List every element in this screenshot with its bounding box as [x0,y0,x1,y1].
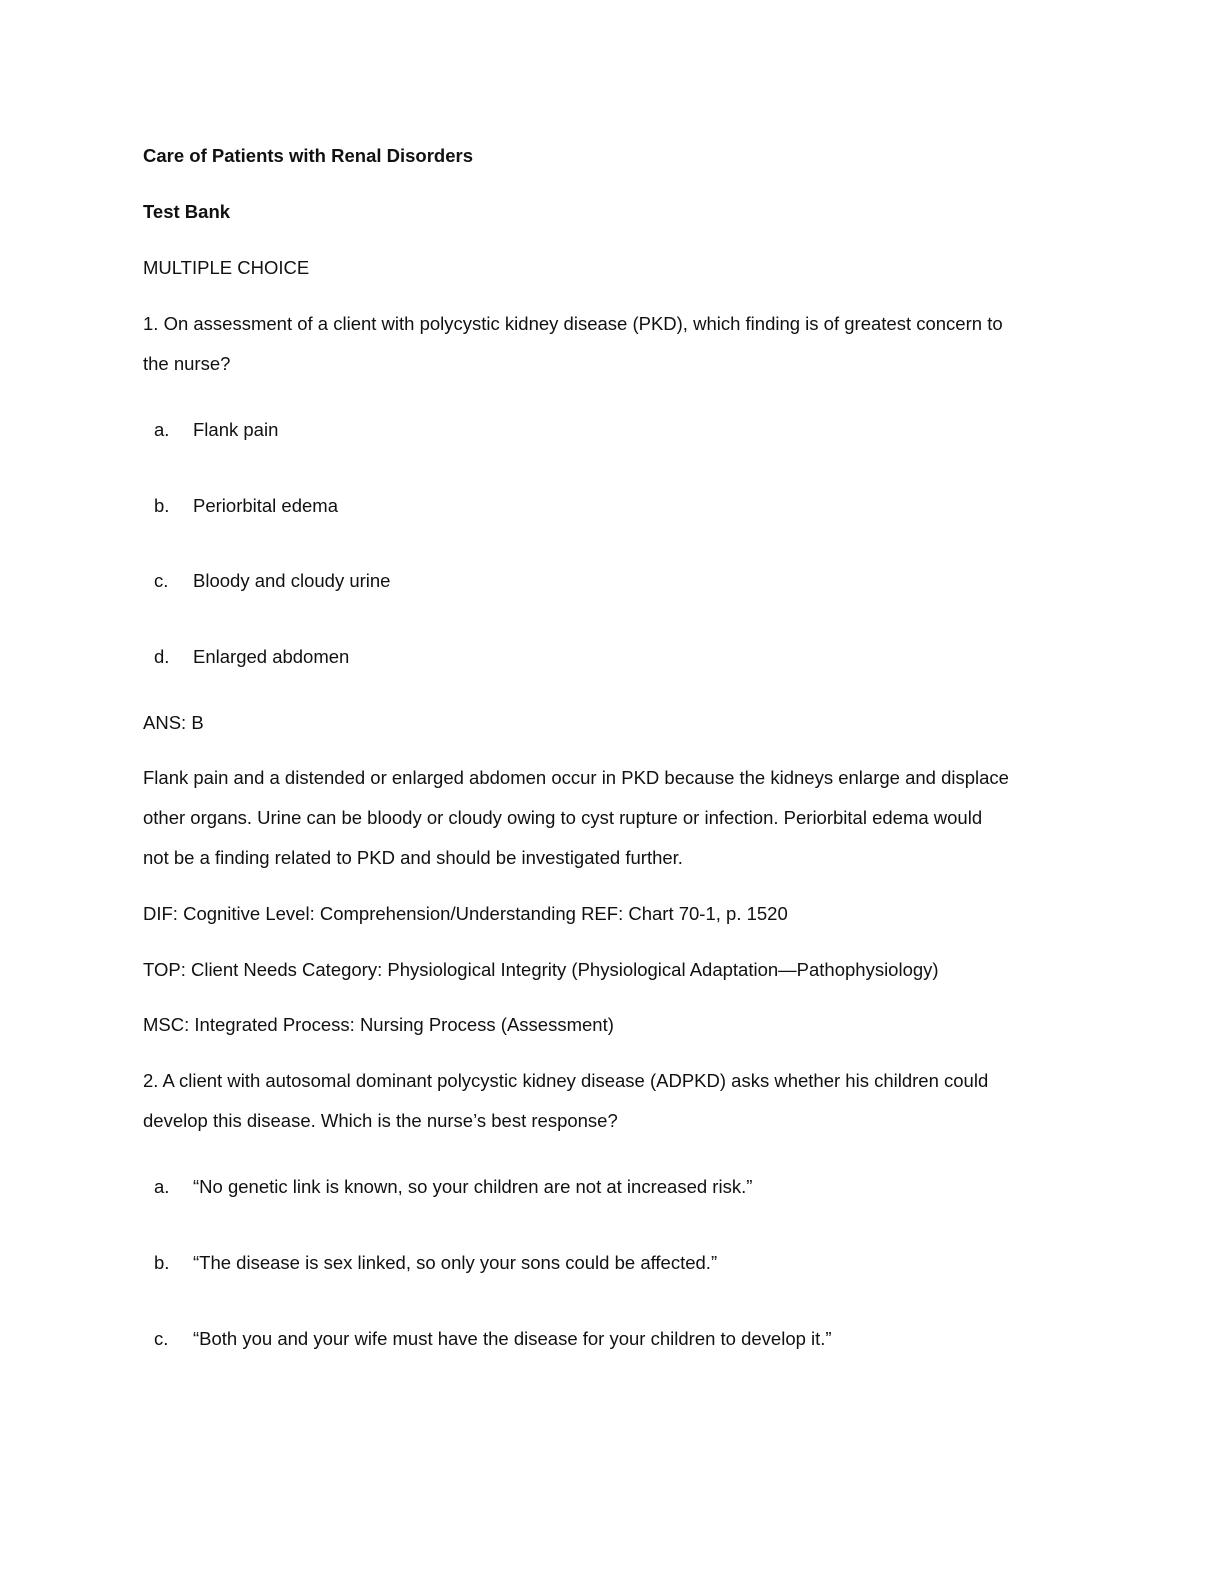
q2-option-c-text: “Both you and your wife must have the disease for your children to develop it.” [193,1328,832,1349]
q1-option-a-letter: a. [154,419,170,440]
q2-stem-line-2: develop this disease. Which is the nurse’s best response? [143,1110,618,1131]
q1-msc: MSC: Integrated Process: Nursing Process (Assessment) [143,1014,614,1035]
document-subtitle: Test Bank [143,201,231,222]
q2-stem-line-1: 2. A client with autosomal dominant polycystic kidney disease (ADPKD) asks whether his children could [143,1070,989,1091]
q2-option-b-letter: b. [154,1252,170,1273]
q1-rationale-line-3: not be a finding related to PKD and should be investigated further. [143,847,683,868]
q1-rationale-line-1: Flank pain and a distended or enlarged abdomen occur in PKD because the kidneys enlarge and displace [143,767,1009,788]
q1-dif: DIF: Cognitive Level: Comprehension/Understanding REF: Chart 70-1, p. 1520 [143,903,788,924]
q2-option-a-text: “No genetic link is known, so your children are not at increased risk.” [193,1176,753,1197]
q1-stem-line-1: 1. On assessment of a client with polycystic kidney disease (PKD), which finding is of greatest concern to [143,313,1003,334]
q1-option-c-text: Bloody and cloudy urine [193,570,391,591]
q1-option-b-text: Periorbital edema [193,495,338,516]
section-heading: MULTIPLE CHOICE [143,257,310,278]
q2-option-b-text: “The disease is sex linked, so only your sons could be affected.” [193,1252,718,1273]
q1-option-c-letter: c. [154,570,169,591]
q2-option-a-letter: a. [154,1176,170,1197]
q1-rationale-line-2: other organs. Urine can be bloody or cloudy owing to cyst rupture or infection. Periorbital edema would [143,807,983,828]
q1-option-d-text: Enlarged abdomen [193,646,350,667]
q1-option-d-letter: d. [154,646,170,667]
q1-stem-line-2: the nurse? [143,353,231,374]
document-title: Care of Patients with Renal Disorders [143,145,474,166]
q1-option-a-text: Flank pain [193,419,279,440]
q1-option-b-letter: b. [154,495,170,516]
q2-option-c-letter: c. [154,1328,169,1349]
q1-top: TOP: Client Needs Category: Physiological Integrity (Physiological Adaptation—Pathophysiology) [143,959,939,980]
q1-answer: ANS: B [143,712,204,733]
